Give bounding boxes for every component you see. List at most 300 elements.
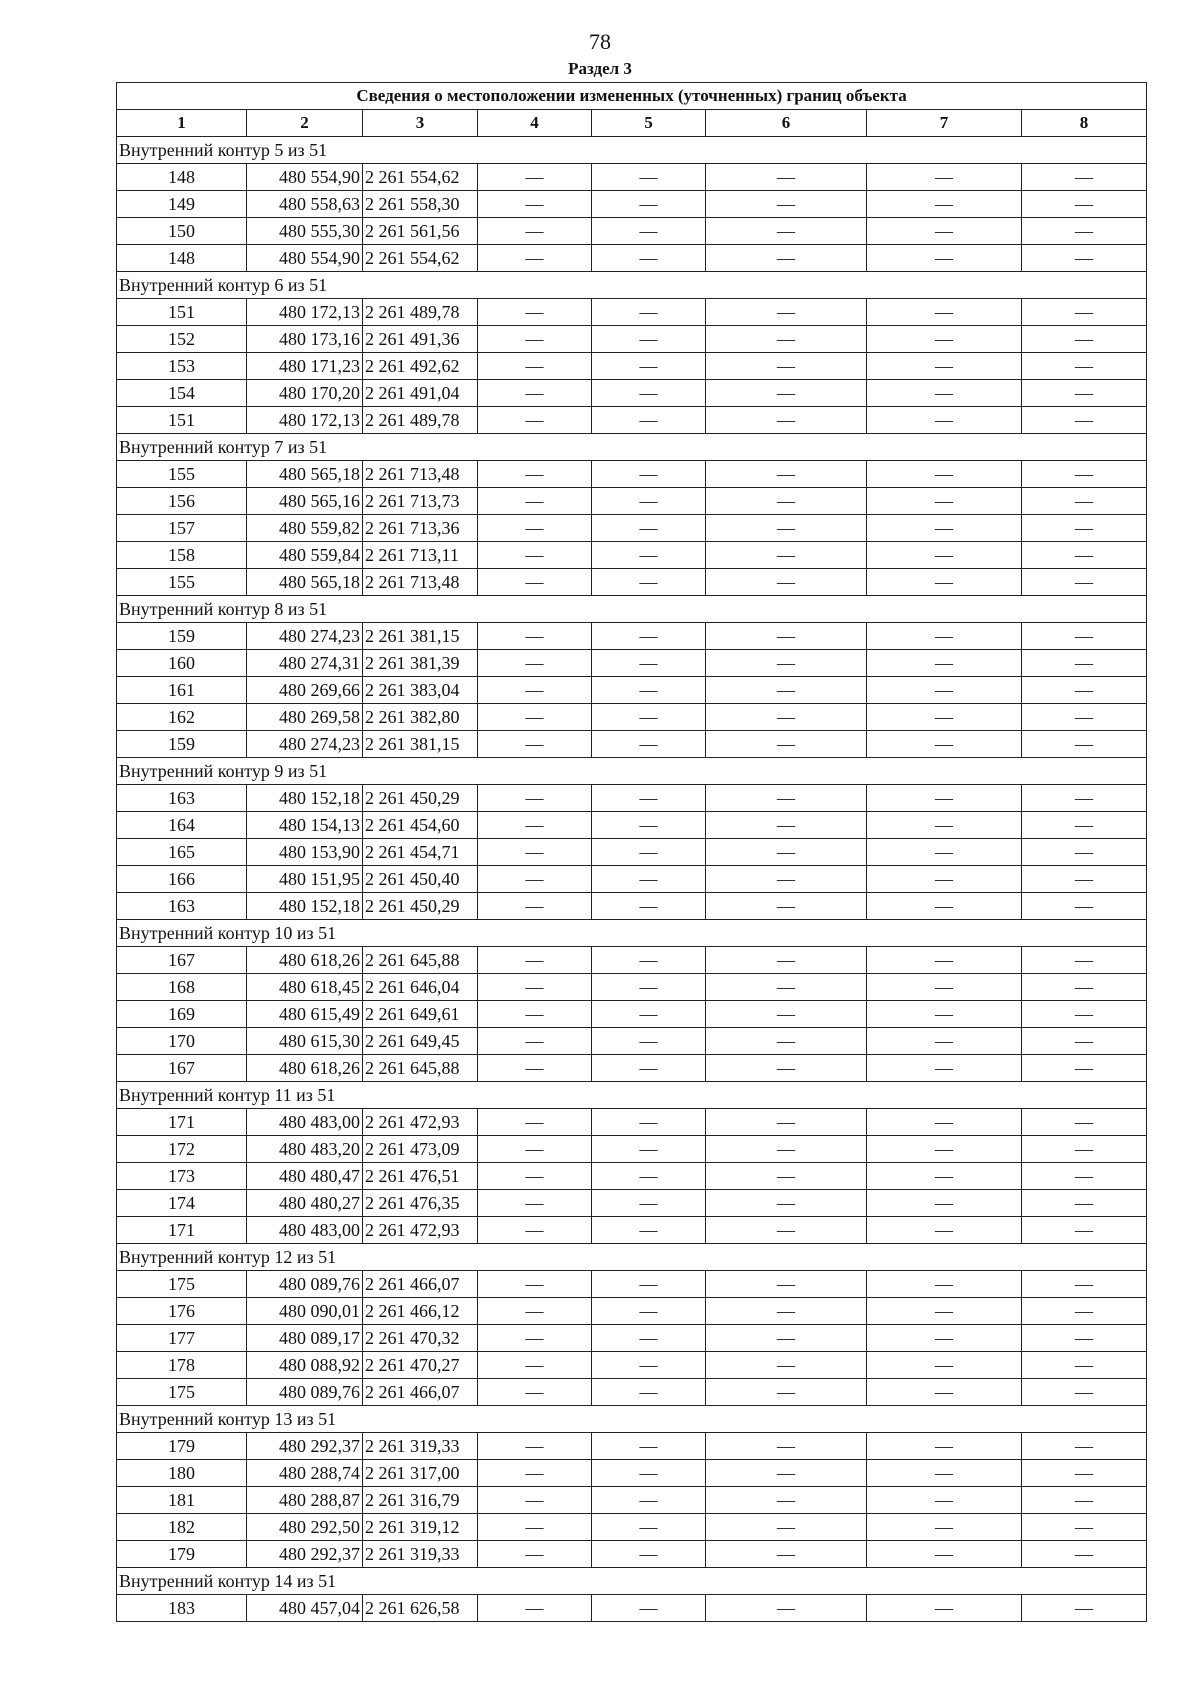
- empty-value-dash: —: [867, 1595, 1022, 1622]
- point-number: 162: [117, 704, 247, 731]
- empty-value-dash: —: [867, 1217, 1022, 1244]
- empty-value-dash: —: [1022, 1028, 1147, 1055]
- empty-value-dash: —: [867, 1514, 1022, 1541]
- coordinate-x: 480 151,95: [247, 866, 363, 893]
- table-row: [117, 785, 1147, 812]
- empty-value-dash: —: [1022, 1271, 1147, 1298]
- empty-value-dash: —: [706, 1217, 867, 1244]
- empty-value-dash: —: [1022, 677, 1147, 704]
- empty-value-dash: —: [478, 839, 592, 866]
- empty-value-dash: —: [867, 866, 1022, 893]
- empty-value-dash: —: [1022, 785, 1147, 812]
- empty-value-dash: —: [592, 1487, 706, 1514]
- point-number: 153: [117, 353, 247, 380]
- empty-value-dash: —: [867, 704, 1022, 731]
- coordinate-y: 2 261 491,36: [363, 326, 478, 353]
- empty-value-dash: —: [592, 569, 706, 596]
- empty-value-dash: —: [478, 623, 592, 650]
- empty-value-dash: —: [478, 1595, 592, 1622]
- empty-value-dash: —: [706, 785, 867, 812]
- empty-value-dash: —: [1022, 704, 1147, 731]
- point-number: 150: [117, 218, 247, 245]
- point-number: 161: [117, 677, 247, 704]
- point-number: 156: [117, 488, 247, 515]
- empty-value-dash: —: [867, 326, 1022, 353]
- empty-value-dash: —: [478, 1433, 592, 1460]
- empty-value-dash: —: [478, 785, 592, 812]
- empty-value-dash: —: [478, 515, 592, 542]
- empty-value-dash: —: [867, 731, 1022, 758]
- coordinate-x: 480 554,90: [247, 164, 363, 191]
- empty-value-dash: —: [1022, 1514, 1147, 1541]
- table-row: [117, 353, 1147, 380]
- point-number: 148: [117, 245, 247, 272]
- table-caption-row: [117, 83, 1147, 110]
- table-body: [117, 137, 1147, 1622]
- contour-header-row: [117, 758, 1147, 785]
- empty-value-dash: —: [592, 704, 706, 731]
- coordinate-x: 480 088,92: [247, 1352, 363, 1379]
- empty-value-dash: —: [706, 1190, 867, 1217]
- empty-value-dash: —: [706, 1298, 867, 1325]
- contour-label: Внутренний контур 8 из 51: [117, 596, 1147, 623]
- empty-value-dash: —: [592, 1514, 706, 1541]
- table-row: [117, 407, 1147, 434]
- empty-value-dash: —: [706, 1487, 867, 1514]
- point-number: 179: [117, 1541, 247, 1568]
- empty-value-dash: —: [706, 164, 867, 191]
- empty-value-dash: —: [478, 1514, 592, 1541]
- coordinate-x: 480 152,18: [247, 785, 363, 812]
- empty-value-dash: —: [478, 1379, 592, 1406]
- contour-header-row: [117, 1406, 1147, 1433]
- empty-value-dash: —: [1022, 569, 1147, 596]
- table-row: [117, 974, 1147, 1001]
- point-number: 155: [117, 569, 247, 596]
- empty-value-dash: —: [478, 1028, 592, 1055]
- coordinate-y: 2 261 381,15: [363, 623, 478, 650]
- empty-value-dash: —: [1022, 866, 1147, 893]
- empty-value-dash: —: [706, 1433, 867, 1460]
- empty-value-dash: —: [1022, 1460, 1147, 1487]
- coordinate-x: 480 483,20: [247, 1136, 363, 1163]
- coordinate-y: 2 261 317,00: [363, 1460, 478, 1487]
- empty-value-dash: —: [1022, 731, 1147, 758]
- table-row: [117, 623, 1147, 650]
- coordinate-y: 2 261 649,61: [363, 1001, 478, 1028]
- empty-value-dash: —: [867, 488, 1022, 515]
- coordinate-x: 480 618,26: [247, 1055, 363, 1082]
- table-row: [117, 299, 1147, 326]
- coordinate-y: 2 261 489,78: [363, 299, 478, 326]
- empty-value-dash: —: [1022, 1487, 1147, 1514]
- point-number: 172: [117, 1136, 247, 1163]
- empty-value-dash: —: [478, 191, 592, 218]
- empty-value-dash: —: [867, 1298, 1022, 1325]
- empty-value-dash: —: [592, 1352, 706, 1379]
- coordinate-y: 2 261 450,29: [363, 785, 478, 812]
- empty-value-dash: —: [478, 1298, 592, 1325]
- empty-value-dash: —: [706, 326, 867, 353]
- empty-value-dash: —: [478, 218, 592, 245]
- empty-value-dash: —: [1022, 623, 1147, 650]
- contour-label: Внутренний контур 9 из 51: [117, 758, 1147, 785]
- table-row: [117, 1352, 1147, 1379]
- empty-value-dash: —: [478, 542, 592, 569]
- column-header: 8: [1022, 110, 1147, 137]
- empty-value-dash: —: [706, 1379, 867, 1406]
- coordinate-x: 480 269,66: [247, 677, 363, 704]
- empty-value-dash: —: [478, 1055, 592, 1082]
- empty-value-dash: —: [478, 407, 592, 434]
- empty-value-dash: —: [867, 407, 1022, 434]
- contour-header-row: [117, 1568, 1147, 1595]
- empty-value-dash: —: [706, 1055, 867, 1082]
- point-number: 167: [117, 947, 247, 974]
- point-number: 176: [117, 1298, 247, 1325]
- empty-value-dash: —: [478, 731, 592, 758]
- coordinate-x: 480 565,18: [247, 569, 363, 596]
- table-row: [117, 1514, 1147, 1541]
- coordinate-y: 2 261 319,33: [363, 1541, 478, 1568]
- coordinate-y: 2 261 466,07: [363, 1379, 478, 1406]
- coordinate-y: 2 261 316,79: [363, 1487, 478, 1514]
- empty-value-dash: —: [706, 1595, 867, 1622]
- empty-value-dash: —: [478, 974, 592, 1001]
- point-number: 183: [117, 1595, 247, 1622]
- coordinate-y: 2 261 561,56: [363, 218, 478, 245]
- empty-value-dash: —: [867, 1325, 1022, 1352]
- coordinate-y: 2 261 558,30: [363, 191, 478, 218]
- point-number: 167: [117, 1055, 247, 1082]
- coordinate-y: 2 261 713,11: [363, 542, 478, 569]
- empty-value-dash: —: [478, 677, 592, 704]
- empty-value-dash: —: [706, 380, 867, 407]
- empty-value-dash: —: [1022, 1190, 1147, 1217]
- empty-value-dash: —: [1022, 1541, 1147, 1568]
- point-number: 158: [117, 542, 247, 569]
- empty-value-dash: —: [867, 1379, 1022, 1406]
- empty-value-dash: —: [478, 1190, 592, 1217]
- coordinate-x: 480 269,58: [247, 704, 363, 731]
- table-caption: Сведения о местоположении измененных (уточненных) границ объекта: [117, 83, 1147, 110]
- empty-value-dash: —: [1022, 839, 1147, 866]
- coordinate-x: 480 480,27: [247, 1190, 363, 1217]
- empty-value-dash: —: [706, 1514, 867, 1541]
- empty-value-dash: —: [706, 461, 867, 488]
- empty-value-dash: —: [1022, 191, 1147, 218]
- coordinate-y: 2 261 646,04: [363, 974, 478, 1001]
- coordinate-x: 480 483,00: [247, 1217, 363, 1244]
- empty-value-dash: —: [478, 164, 592, 191]
- coordinate-y: 2 261 713,48: [363, 461, 478, 488]
- table-row: [117, 947, 1147, 974]
- empty-value-dash: —: [706, 1028, 867, 1055]
- table-row: [117, 542, 1147, 569]
- contour-header-row: [117, 137, 1147, 164]
- empty-value-dash: —: [1022, 1217, 1147, 1244]
- coordinate-y: 2 261 454,71: [363, 839, 478, 866]
- empty-value-dash: —: [1022, 461, 1147, 488]
- empty-value-dash: —: [706, 299, 867, 326]
- section-title: Раздел 3: [568, 59, 632, 78]
- empty-value-dash: —: [867, 1460, 1022, 1487]
- contour-label: Внутренний контур 13 из 51: [117, 1406, 1147, 1433]
- empty-value-dash: —: [592, 1271, 706, 1298]
- contour-header-row: [117, 1244, 1147, 1271]
- empty-value-dash: —: [592, 812, 706, 839]
- coordinate-y: 2 261 473,09: [363, 1136, 478, 1163]
- coordinate-y: 2 261 472,93: [363, 1109, 478, 1136]
- empty-value-dash: —: [1022, 488, 1147, 515]
- empty-value-dash: —: [1022, 353, 1147, 380]
- empty-value-dash: —: [1022, 947, 1147, 974]
- empty-value-dash: —: [592, 1595, 706, 1622]
- empty-value-dash: —: [706, 1163, 867, 1190]
- empty-value-dash: —: [592, 677, 706, 704]
- empty-value-dash: —: [867, 1487, 1022, 1514]
- empty-value-dash: —: [478, 893, 592, 920]
- empty-value-dash: —: [867, 1136, 1022, 1163]
- empty-value-dash: —: [706, 1136, 867, 1163]
- coordinate-y: 2 261 319,33: [363, 1433, 478, 1460]
- empty-value-dash: —: [592, 893, 706, 920]
- contour-label: Внутренний контур 5 из 51: [117, 137, 1147, 164]
- point-number: 163: [117, 893, 247, 920]
- table-row: [117, 191, 1147, 218]
- coordinate-x: 480 154,13: [247, 812, 363, 839]
- empty-value-dash: —: [1022, 1379, 1147, 1406]
- coordinate-y: 2 261 381,15: [363, 731, 478, 758]
- empty-value-dash: —: [867, 1352, 1022, 1379]
- empty-value-dash: —: [592, 1028, 706, 1055]
- coordinate-x: 480 565,18: [247, 461, 363, 488]
- table-row: [117, 1163, 1147, 1190]
- empty-value-dash: —: [592, 245, 706, 272]
- empty-value-dash: —: [592, 731, 706, 758]
- coordinate-y: 2 261 492,62: [363, 353, 478, 380]
- point-number: 170: [117, 1028, 247, 1055]
- empty-value-dash: —: [706, 1271, 867, 1298]
- empty-value-dash: —: [592, 1136, 706, 1163]
- column-header: 3: [363, 110, 478, 137]
- contour-label: Внутренний контур 10 из 51: [117, 920, 1147, 947]
- coordinate-y: 2 261 489,78: [363, 407, 478, 434]
- coordinate-x: 480 558,63: [247, 191, 363, 218]
- empty-value-dash: —: [478, 866, 592, 893]
- empty-value-dash: —: [592, 974, 706, 1001]
- table-row: [117, 1325, 1147, 1352]
- boundary-coordinates-table: [116, 82, 1147, 1622]
- coordinate-x: 480 274,31: [247, 650, 363, 677]
- empty-value-dash: —: [867, 1271, 1022, 1298]
- coordinate-x: 480 089,76: [247, 1379, 363, 1406]
- table-row: [117, 218, 1147, 245]
- coordinate-x: 480 618,26: [247, 947, 363, 974]
- table-row: [117, 1433, 1147, 1460]
- point-number: 171: [117, 1217, 247, 1244]
- empty-value-dash: —: [867, 677, 1022, 704]
- empty-value-dash: —: [706, 839, 867, 866]
- empty-value-dash: —: [706, 245, 867, 272]
- empty-value-dash: —: [706, 569, 867, 596]
- empty-value-dash: —: [592, 191, 706, 218]
- table-row: [117, 569, 1147, 596]
- coordinate-x: 480 171,23: [247, 353, 363, 380]
- table-row: [117, 380, 1147, 407]
- empty-value-dash: —: [706, 947, 867, 974]
- coordinate-y: 2 261 713,48: [363, 569, 478, 596]
- coordinate-x: 480 173,16: [247, 326, 363, 353]
- point-number: 173: [117, 1163, 247, 1190]
- table-row: [117, 326, 1147, 353]
- point-number: 174: [117, 1190, 247, 1217]
- table-row: [117, 1271, 1147, 1298]
- coordinate-x: 480 288,87: [247, 1487, 363, 1514]
- empty-value-dash: —: [592, 353, 706, 380]
- coordinate-x: 480 292,50: [247, 1514, 363, 1541]
- empty-value-dash: —: [592, 866, 706, 893]
- empty-value-dash: —: [1022, 1433, 1147, 1460]
- contour-header-row: [117, 434, 1147, 461]
- table-row: [117, 461, 1147, 488]
- empty-value-dash: —: [1022, 1595, 1147, 1622]
- empty-value-dash: —: [1022, 407, 1147, 434]
- coordinate-y: 2 261 476,51: [363, 1163, 478, 1190]
- empty-value-dash: —: [706, 893, 867, 920]
- coordinate-x: 480 292,37: [247, 1433, 363, 1460]
- empty-value-dash: —: [867, 299, 1022, 326]
- empty-value-dash: —: [706, 353, 867, 380]
- point-number: 159: [117, 731, 247, 758]
- empty-value-dash: —: [867, 812, 1022, 839]
- coordinate-x: 480 618,45: [247, 974, 363, 1001]
- coordinate-y: 2 261 645,88: [363, 1055, 478, 1082]
- contour-header-row: [117, 272, 1147, 299]
- empty-value-dash: —: [867, 1055, 1022, 1082]
- empty-value-dash: —: [478, 1325, 592, 1352]
- contour-label: Внутренний контур 12 из 51: [117, 1244, 1147, 1271]
- empty-value-dash: —: [867, 353, 1022, 380]
- coordinate-x: 480 554,90: [247, 245, 363, 272]
- empty-value-dash: —: [867, 164, 1022, 191]
- coordinate-x: 480 274,23: [247, 623, 363, 650]
- point-number: 181: [117, 1487, 247, 1514]
- coordinate-x: 480 559,84: [247, 542, 363, 569]
- empty-value-dash: —: [592, 326, 706, 353]
- empty-value-dash: —: [1022, 650, 1147, 677]
- point-number: 182: [117, 1514, 247, 1541]
- empty-value-dash: —: [592, 1163, 706, 1190]
- table-row: [117, 1487, 1147, 1514]
- point-number: 166: [117, 866, 247, 893]
- empty-value-dash: —: [592, 1541, 706, 1568]
- empty-value-dash: —: [592, 1379, 706, 1406]
- coordinate-x: 480 152,18: [247, 893, 363, 920]
- empty-value-dash: —: [592, 947, 706, 974]
- point-number: 152: [117, 326, 247, 353]
- empty-value-dash: —: [1022, 974, 1147, 1001]
- point-number: 177: [117, 1325, 247, 1352]
- table-row: [117, 839, 1147, 866]
- column-header: 4: [478, 110, 592, 137]
- empty-value-dash: —: [592, 1298, 706, 1325]
- empty-value-dash: —: [478, 704, 592, 731]
- empty-value-dash: —: [592, 380, 706, 407]
- column-header-row: [117, 110, 1147, 137]
- empty-value-dash: —: [1022, 893, 1147, 920]
- coordinate-x: 480 274,23: [247, 731, 363, 758]
- empty-value-dash: —: [867, 191, 1022, 218]
- empty-value-dash: —: [478, 326, 592, 353]
- column-header: 7: [867, 110, 1022, 137]
- point-number: 168: [117, 974, 247, 1001]
- empty-value-dash: —: [592, 1217, 706, 1244]
- empty-value-dash: —: [592, 515, 706, 542]
- empty-value-dash: —: [867, 650, 1022, 677]
- empty-value-dash: —: [867, 1163, 1022, 1190]
- coordinate-y: 2 261 645,88: [363, 947, 478, 974]
- coordinate-y: 2 261 466,12: [363, 1298, 478, 1325]
- empty-value-dash: —: [478, 569, 592, 596]
- coordinate-x: 480 457,04: [247, 1595, 363, 1622]
- empty-value-dash: —: [1022, 380, 1147, 407]
- empty-value-dash: —: [867, 1028, 1022, 1055]
- empty-value-dash: —: [478, 1109, 592, 1136]
- coordinate-y: 2 261 381,39: [363, 650, 478, 677]
- empty-value-dash: —: [478, 1001, 592, 1028]
- point-number: 165: [117, 839, 247, 866]
- empty-value-dash: —: [478, 1541, 592, 1568]
- coordinate-x: 480 089,76: [247, 1271, 363, 1298]
- empty-value-dash: —: [1022, 1136, 1147, 1163]
- empty-value-dash: —: [592, 785, 706, 812]
- empty-value-dash: —: [1022, 164, 1147, 191]
- empty-value-dash: —: [867, 839, 1022, 866]
- empty-value-dash: —: [706, 542, 867, 569]
- empty-value-dash: —: [1022, 1001, 1147, 1028]
- point-number: 171: [117, 1109, 247, 1136]
- empty-value-dash: —: [1022, 515, 1147, 542]
- point-number: 169: [117, 1001, 247, 1028]
- coordinate-y: 2 261 450,29: [363, 893, 478, 920]
- empty-value-dash: —: [706, 1109, 867, 1136]
- table-row: [117, 731, 1147, 758]
- coordinate-y: 2 261 554,62: [363, 164, 478, 191]
- empty-value-dash: —: [706, 650, 867, 677]
- empty-value-dash: —: [592, 623, 706, 650]
- coordinate-x: 480 615,30: [247, 1028, 363, 1055]
- table-row: [117, 1379, 1147, 1406]
- empty-value-dash: —: [1022, 1352, 1147, 1379]
- empty-value-dash: —: [867, 1433, 1022, 1460]
- coordinate-x: 480 559,82: [247, 515, 363, 542]
- empty-value-dash: —: [592, 1433, 706, 1460]
- empty-value-dash: —: [592, 218, 706, 245]
- coordinate-x: 480 090,01: [247, 1298, 363, 1325]
- empty-value-dash: —: [592, 164, 706, 191]
- empty-value-dash: —: [478, 1487, 592, 1514]
- empty-value-dash: —: [706, 1325, 867, 1352]
- empty-value-dash: —: [478, 488, 592, 515]
- coordinate-y: 2 261 319,12: [363, 1514, 478, 1541]
- point-number: 154: [117, 380, 247, 407]
- empty-value-dash: —: [478, 353, 592, 380]
- column-header: 2: [247, 110, 363, 137]
- table-row: [117, 704, 1147, 731]
- point-number: 175: [117, 1271, 247, 1298]
- point-number: 175: [117, 1379, 247, 1406]
